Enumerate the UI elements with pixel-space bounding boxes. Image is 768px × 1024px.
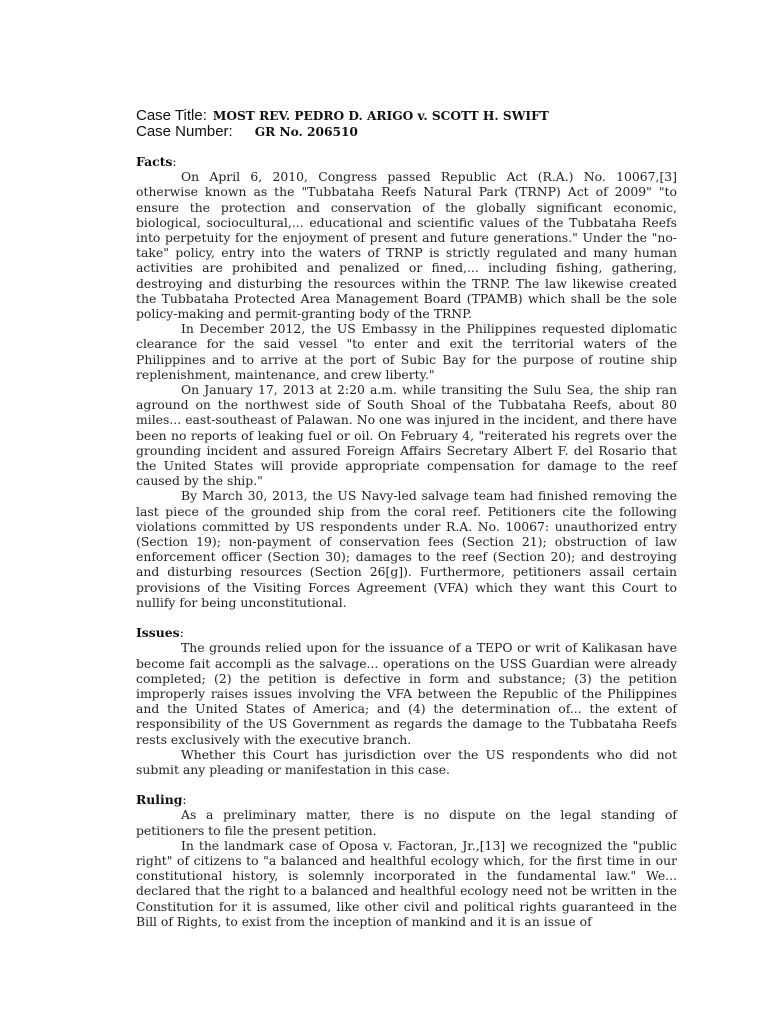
case-number-value: GR No. 206510 [254, 125, 358, 139]
facts-paragraph: On January 17, 2013 at 2:20 a.m. while transiting the Sulu Sea, the ship ran aground on the northwest side of South Shoal of the Tubbataha Reefs, about 80 miles... east-southeast of Palawan. No one was injured in the incident, and there have been no reports of leaking fuel or oil. On February 4, "reiterated his regrets over the grounding incident and assured Foreign Affairs Secretary Albert F. del Rosario that the United States will provide appropriate compensation for damage to the reef caused by the ship." [136, 382, 677, 489]
facts-heading-text: Facts [136, 154, 173, 169]
issues-heading-text: Issues [136, 625, 180, 641]
issues-paragraph: Whether this Court has jurisdiction over the US respondents who did not submit any pleading or manifestation in this case. [136, 746, 677, 777]
issues-paragraph: The grounds relied upon for the issuance of a TEPO or writ of Kalikasan have become fait accompli as the salvage... operations on the USS Guardian were already completed; (2) the petition is defective in form and substance; (3) the petition improperly raises issues involving the VFA between the Republic of the Philippines and the United States of America; and (4) the determination of... the extent of responsibility of the US Government as regards the damage to the Tubbataha Reefs rests exclusively with the executive branch. [136, 640, 677, 747]
facts-paragraph: On April 6, 2010, Congress passed Republic Act (R.A.) No. 10067,[3] otherwise known as the "Tubbataha Reefs Natural Park (TRNP) Act of 2009" "to ensure the protection and conservation of the globally significant economic, biological, sociocultural,... educational and scientific values of the Tubbataha Reefs into perpetuity for the enjoyment of present and future generations." Under the "no-take" policy, entry into the waters of TRNP is strictly regulated and many human activities are prohibited and penalized or fined,... including fishing, gathering, destroying and disturbing the resources within the TRNP. The law likewise created the Tubbataha Protected Area Management Board (TPAMB) which shall be the sole policy-making and permit-granting body of the TRNP. [136, 169, 677, 322]
ruling-heading-text: Ruling [136, 792, 183, 808]
facts-heading: Facts: [136, 154, 177, 169]
case-title-line [136, 108, 677, 124]
case-number-label: Case Number: [136, 123, 233, 140]
facts-paragraph: In December 2012, the US Embassy in the Philippines requested diplomatic clearance for the said vessel "to enter and exit the territorial waters of the Philippines and to arrive at the port of Subic Bay for the purpose of routine ship replenishment, maintenance, and crew liberty." [136, 321, 677, 382]
ruling-paragraph: In the landmark case of Oposa v. Factoran, Jr.,[13] we recognized the "public right" of citizens to "a balanced and healthful ecology which, for the first time in our constitutional history, is solemnly incorporated in the fundamental law." We... declared that the right to a balanced and healthful ecology need not be written in the Constitution for it is assumed, like other civil and political rights guaranteed in the Bill of Rights, to exist from the inception of mankind and it is an issue of [136, 837, 677, 929]
facts-paragraph: By March 30, 2013, the US Navy-led salvage team had finished removing the last piece of the grounded ship from the coral reef. Petitioners cite the following violations committed by US respondents under R.A. No. 10067: unauthorized entry (Section 19); non-payment of conservation fees (Section 21); obstruction of law enforcement officer (Section 30); damages to the reef (Section 20); and destroying and disturbing resources (Section 26[g]). Furthermore, petitioners assail certain provisions of the Visiting Forces Agreement (VFA) which they want this Court to nullify for being unconstitutional. [136, 488, 677, 610]
case-digest-page [136, 108, 677, 929]
ruling-paragraph: As a preliminary matter, there is no dispute on the legal standing of petitioners to file the present petition. [136, 807, 677, 838]
case-title-value: MOST REV. PEDRO D. ARIGO v. SCOTT H. SWIFT [212, 109, 549, 123]
case-number-line [136, 124, 677, 140]
issues-heading: Issues: [136, 625, 184, 641]
case-title-label: Case Title: [136, 107, 207, 124]
ruling-heading: Ruling: [136, 792, 187, 808]
